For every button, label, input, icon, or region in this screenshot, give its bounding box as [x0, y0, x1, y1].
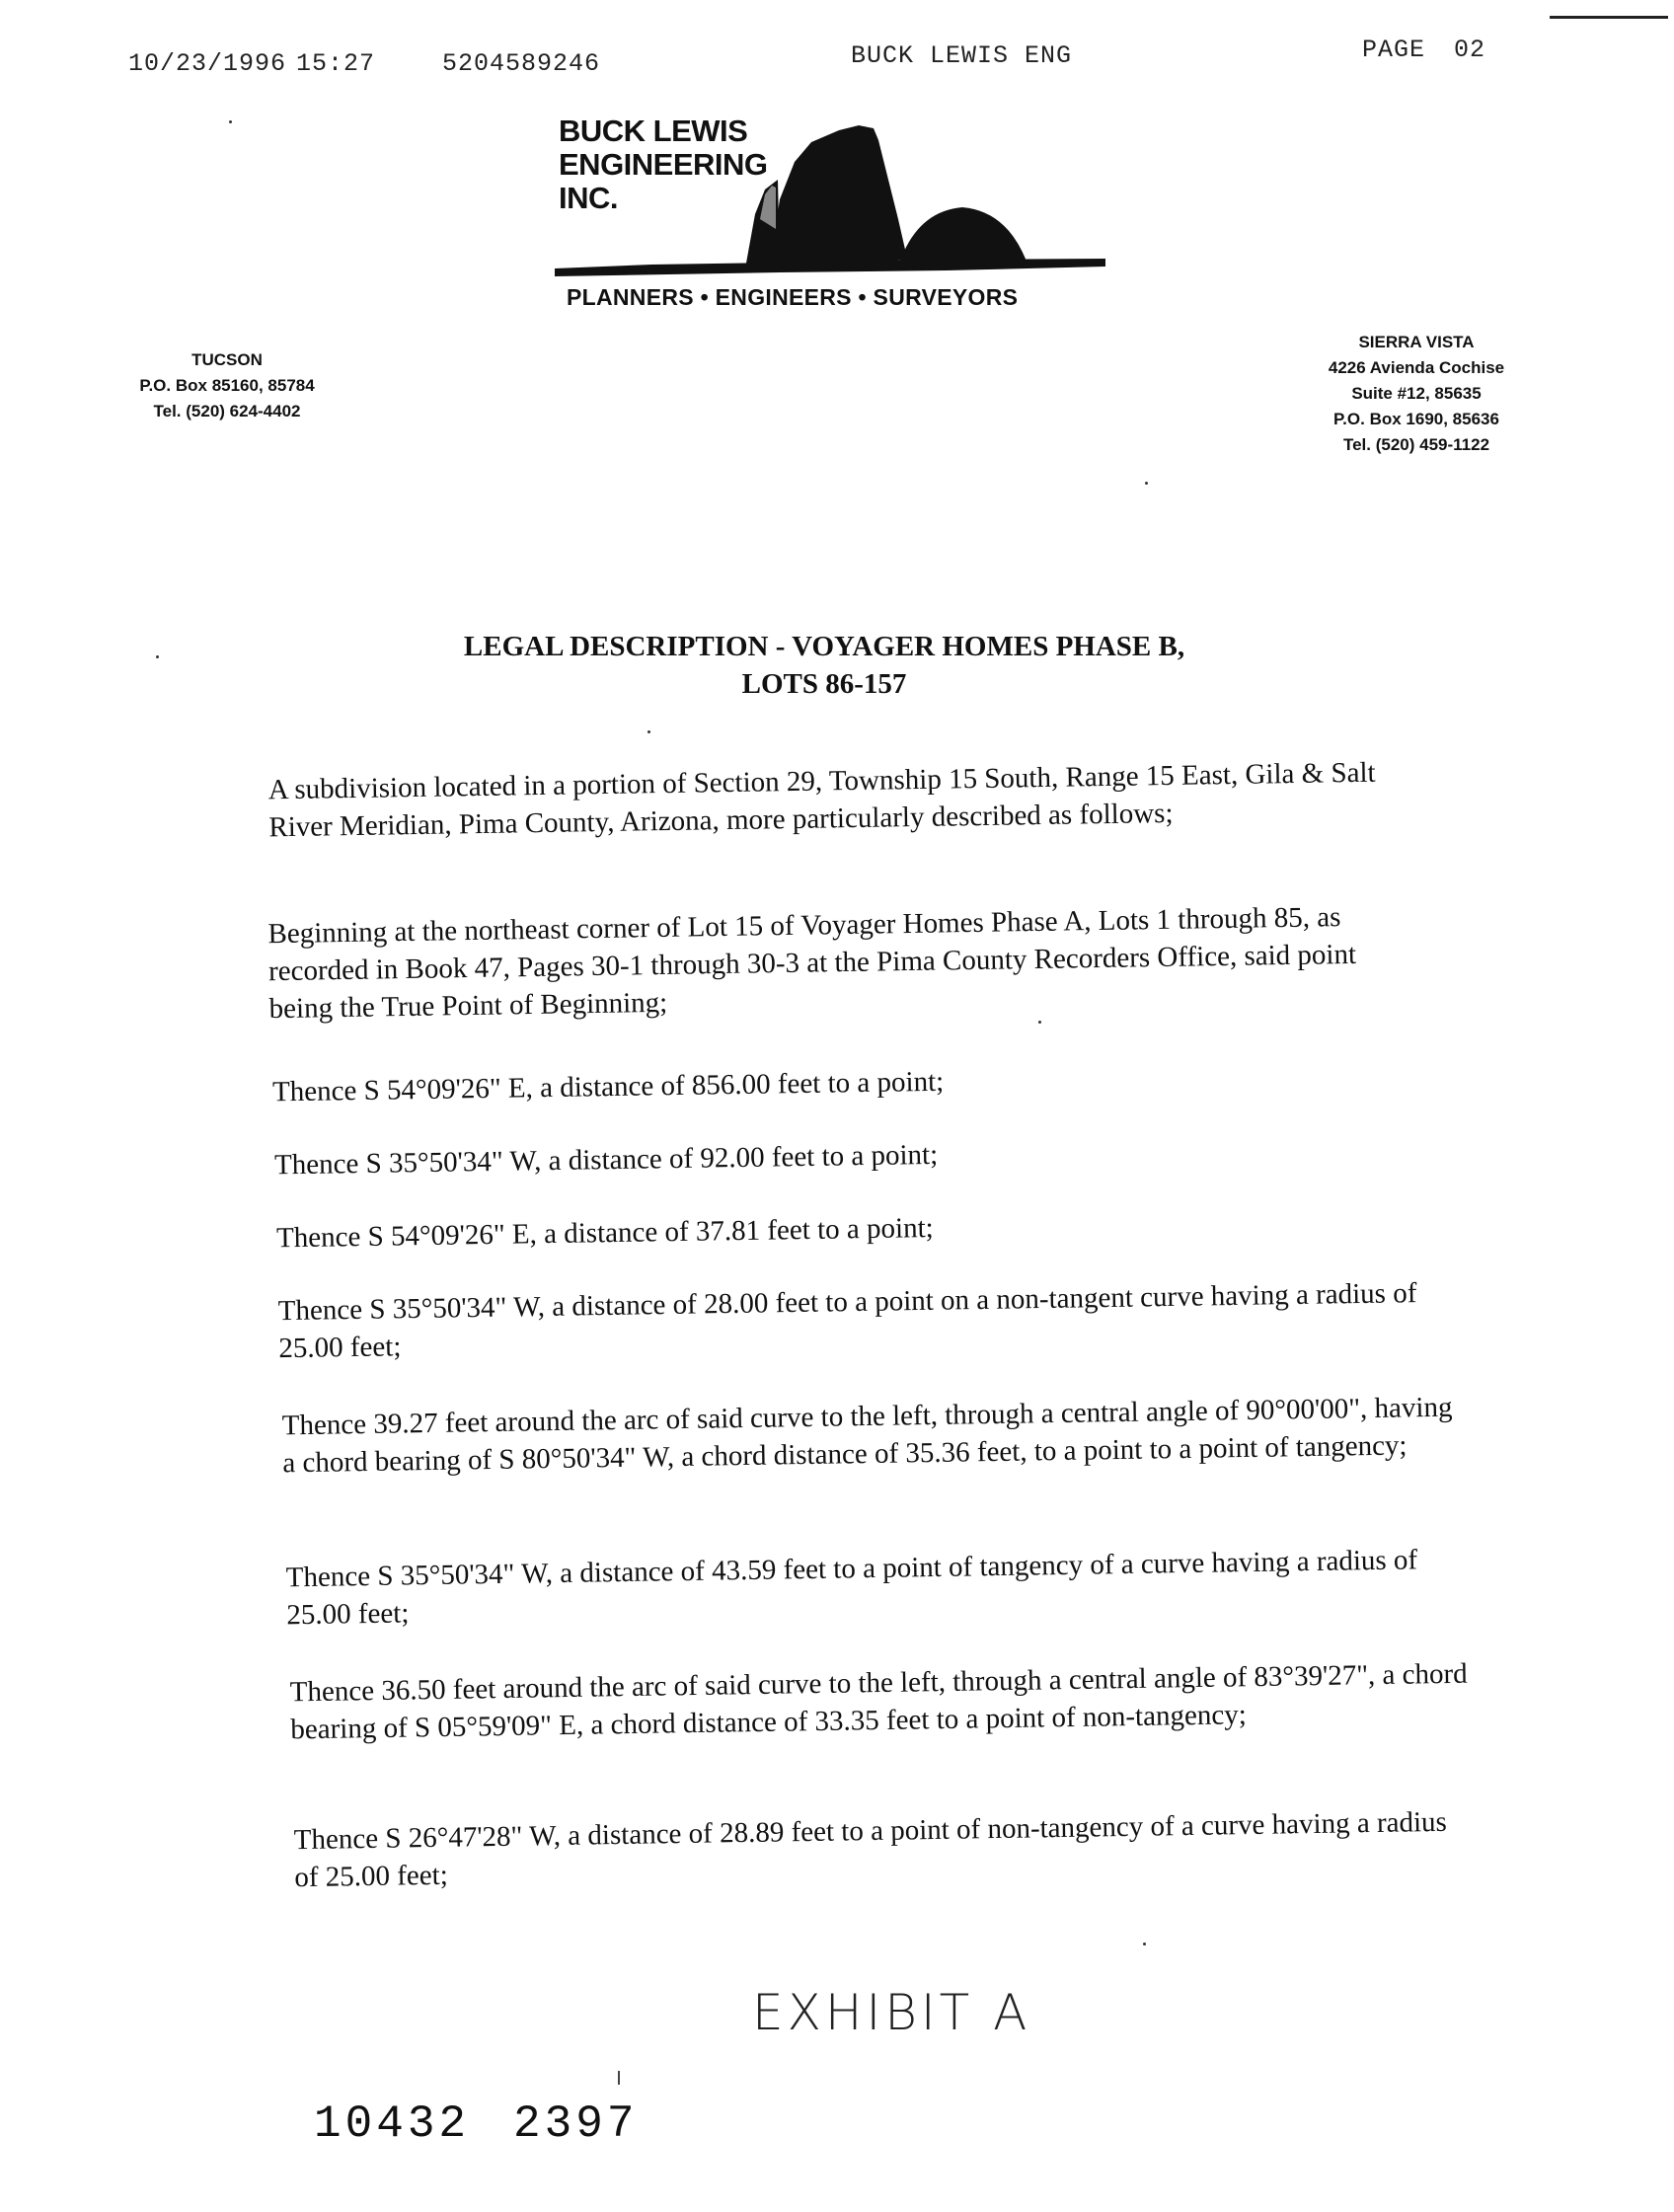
course-5-curve: Thence 39.27 feet around the arc of said curve to the left, through a central angle of 90°00'00", having a chord bearing of S 80°50'34" W, a chord distance of 35.36 feet, to a point to a point of tangency;: [281, 1391, 1453, 1480]
office-sierra-vista-name: SIERRA VISTA: [1358, 333, 1475, 351]
scan-speck: [229, 120, 232, 123]
fax-page-number: 02: [1454, 36, 1486, 64]
scan-speck: [1145, 482, 1148, 485]
scan-speck: [618, 2071, 620, 2085]
office-tucson-address: P.O. Box 85160, 85784: [139, 376, 315, 395]
scan-speck: [1143, 1943, 1146, 1945]
document-title-line2: LOTS 86-157: [741, 668, 907, 700]
scan-speck: [647, 730, 650, 733]
office-sierra-vista: [1293, 330, 1540, 458]
scan-speck: [1038, 1021, 1041, 1024]
paragraph-intro: A subdivision located in a portion of Section 29, Township 15 South, Range 15 East, Gila & Salt River Meridian, Pima County, Arizona, more particularly described as follows;: [267, 756, 1376, 844]
recording-docket-number: 10432: [314, 2098, 471, 2150]
office-sierra-vista-suite: Suite #12, 85635: [1351, 384, 1482, 403]
course-4: Thence S 35°50'34" W, a distance of 28.00 feet to a point on a non-tangent curve having a radius of 25.00 feet;: [277, 1277, 1417, 1365]
office-sierra-vista-phone: Tel. (520) 459-1122: [1342, 435, 1490, 454]
fax-sender: BUCK LEWIS ENG: [851, 41, 1073, 70]
fax-date: 10/23/1996: [128, 49, 287, 78]
document-title: [380, 628, 1268, 703]
course-7-curve: Thence 36.50 feet around the arc of said curve to the left, through a central angle of 83°39'27", a chord bearing of S 05°59'09" E, a chord distance of 33.35 feet to a point of non-tangency;: [289, 1657, 1468, 1746]
company-name-line2: ENGINEERING: [559, 147, 768, 182]
fax-page-label: PAGE: [1362, 36, 1426, 64]
company-tagline: PLANNERS • ENGINEERS • SURVEYORS: [567, 284, 1019, 310]
course-6: Thence S 35°50'34" W, a distance of 43.59 feet to a point of tangency of a curve having a radius of 25.00 feet;: [285, 1544, 1418, 1632]
company-name-line3: INC.: [559, 181, 618, 215]
paragraph-point-of-beginning: Beginning at the northeast corner of Lot 15 of Voyager Homes Phase A, Lots 1 through 85, as recorded in Book 47, Pages 30-1 through 30-3 at the Pima County Recorders Office, said point being the True Point of Beginning;: [267, 901, 1357, 1026]
company-logo-graphic: [553, 120, 1105, 278]
document-title-line1: LEGAL DESCRIPTION - VOYAGER HOMES PHASE B,: [463, 631, 1185, 662]
fax-edge-mark: [1550, 16, 1668, 19]
fax-phone: 5204589246: [442, 49, 601, 78]
recording-page-number: 2397: [513, 2098, 639, 2150]
exhibit-handwritten-note: EXHIBIT A: [752, 1984, 1031, 2041]
course-8: Thence S 26°47'28" W, a distance of 28.89 feet to a point of non-tangency of a curve having a radius of 25.00 feet;: [293, 1805, 1448, 1894]
fax-time: 15:27: [296, 49, 376, 78]
office-sierra-vista-pobox: P.O. Box 1690, 85636: [1333, 410, 1499, 428]
scan-speck: [156, 655, 159, 658]
office-tucson-name: TUCSON: [191, 350, 263, 369]
course-3: Thence S 54°09'26" E, a distance of 37.81 feet to a point;: [275, 1211, 934, 1255]
course-1: Thence S 54°09'26" E, a distance of 856.00 feet to a point;: [271, 1065, 945, 1108]
course-2: Thence S 35°50'34" W, a distance of 92.00 feet to a point;: [273, 1138, 939, 1182]
office-tucson-phone: Tel. (520) 624-4402: [153, 402, 301, 420]
company-name-line1: BUCK LEWIS: [559, 114, 748, 148]
office-tucson: [109, 347, 345, 424]
office-sierra-vista-street: 4226 Avienda Cochise: [1328, 358, 1505, 377]
